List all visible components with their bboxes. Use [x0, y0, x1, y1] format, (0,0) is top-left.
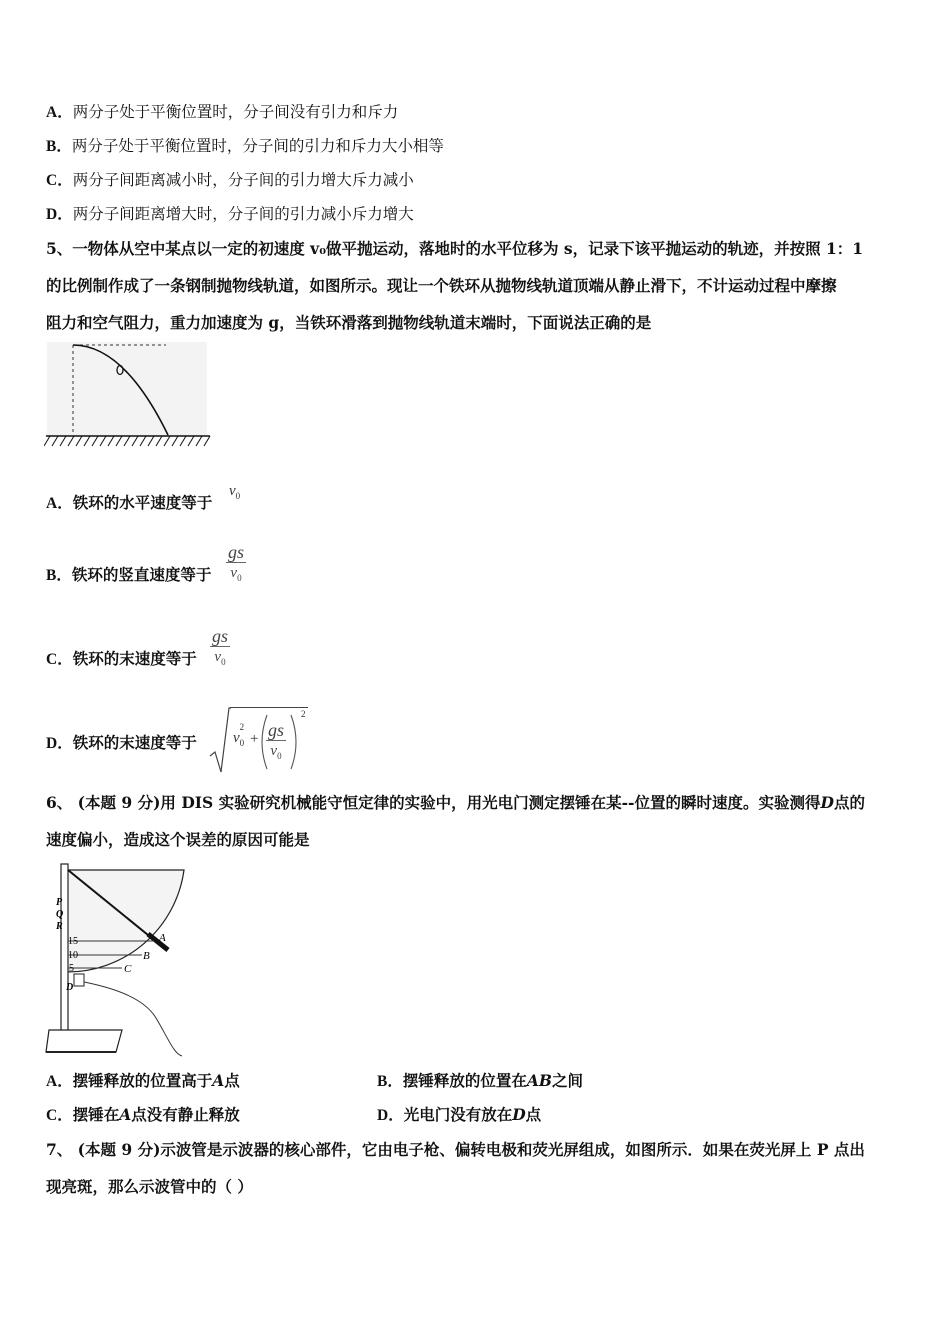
fraction-numerator: gs: [268, 720, 285, 740]
option-text: 摆锤释放的位置在: [402, 1071, 527, 1090]
q6-stem-line2: 速度偏小，造成这个误差的原因可能是: [46, 830, 310, 849]
math-subscript: 0: [277, 751, 282, 761]
stem-text: 6、 (本题 9 分)用 DIS 实验研究机械能守恒定律的实验中，用光电门测定摆锤在某--位置的瞬时速度。实验测得: [46, 793, 821, 812]
q5-stem-line1: 5、一物体从空中某点以一定的初速度 v₀做平抛运动，落地时的水平位移为 s，记录下该平抛运动的轨迹，并按照 1：1: [46, 239, 864, 258]
option-label: B．: [46, 138, 72, 155]
pendulum-apparatus-figure: [44, 858, 194, 1062]
option-label: D．: [46, 735, 73, 752]
q5-option-c: [46, 648, 197, 671]
math-exponent: 2: [301, 709, 306, 719]
q6-option-a: [46, 1070, 240, 1093]
option-label: C．: [46, 1107, 73, 1124]
tick-10: 10: [68, 950, 78, 961]
label-c: C: [124, 963, 132, 975]
q4-option-c: [46, 169, 414, 192]
base-plate: [46, 1030, 122, 1052]
option-label: A．: [46, 104, 73, 121]
option-label: C．: [46, 651, 73, 668]
option-point: AB: [526, 1071, 552, 1090]
fraction-numerator: gs: [212, 626, 229, 646]
stem-tail: 点的: [833, 793, 865, 812]
quarter-disk-plate: [66, 870, 184, 972]
label-r: R: [56, 921, 63, 932]
label-b: B: [143, 950, 150, 962]
option-label: B．: [46, 567, 72, 584]
q4-option-b: [46, 135, 444, 158]
q7-stem-line1: 7、 (本题 9 分)示波管是示波器的核心部件，它由电子枪、偏转电极和荧光屏组成，如图所示．如果在荧光屏上 P 点出: [46, 1140, 865, 1159]
math-subscript: 0: [237, 573, 242, 583]
fraction-denominator: [226, 563, 246, 588]
option-label: B．: [377, 1073, 403, 1090]
math-subscript: 0: [235, 491, 241, 501]
q5-option-d: [46, 732, 197, 755]
option-text: 两分子处于平衡位置时，分子间的引力和斥力大小相等: [71, 137, 444, 155]
option-label: C．: [46, 172, 73, 189]
math-plus: +: [250, 731, 259, 747]
radical-overline: [230, 707, 308, 708]
q4-option-a: [46, 101, 398, 124]
option-text: 两分子处于平衡位置时，分子间没有引力和斥力: [72, 103, 399, 121]
fraction-numerator: gs: [228, 542, 245, 562]
option-text-tail: 点: [525, 1105, 542, 1124]
option-label: D．: [46, 206, 73, 223]
fraction-gs-over-v0: [210, 626, 230, 672]
option-text: 铁环的水平速度等于: [72, 493, 213, 512]
math-symbol: v: [230, 565, 238, 581]
label-q: Q: [56, 909, 64, 920]
tick-5: 5: [69, 963, 74, 974]
math-v0-squared: [233, 722, 245, 748]
q4-option-d: [46, 203, 414, 226]
option-text-tail: 点: [224, 1071, 240, 1090]
right-paren: [291, 715, 296, 769]
fraction-denominator: [210, 647, 230, 672]
math-symbol: v: [233, 730, 240, 746]
option-text: 铁环的竖直速度等于: [71, 565, 212, 584]
option-label: D．: [377, 1107, 404, 1124]
sqrt-radical: [209, 706, 231, 774]
q5-stem-line2: 的比例制作成了一条钢制抛物线轨道，如图所示。现让一个铁环从抛物线轨道顶端从静止滑下，不计运动过程中摩擦: [46, 276, 837, 295]
parabola-track-figure: [44, 340, 216, 452]
fraction-gs-over-v0: [266, 720, 286, 766]
option-label: A．: [46, 1073, 73, 1090]
option-point: A: [119, 1105, 132, 1124]
radical-sign: [210, 708, 231, 772]
label-p: P: [56, 897, 63, 908]
ground-hatching: [44, 436, 210, 446]
fraction-gs-over-v0: [226, 542, 246, 588]
point-d: D: [820, 793, 834, 812]
option-point: D: [512, 1105, 526, 1124]
q6-stem-line1: [46, 792, 865, 814]
q7-stem-line2: 现亮斑，那么示波管中的（ ）: [46, 1177, 253, 1196]
option-text-tail: 点没有静止释放: [131, 1105, 240, 1124]
math-subscript: 0: [239, 738, 245, 748]
q6-option-c: [46, 1104, 240, 1127]
label-a: A: [159, 932, 166, 944]
q5-option-b: [46, 564, 211, 587]
option-label: A．: [46, 495, 73, 512]
option-text: 两分子间距离增大时，分子间的引力减小斥力增大: [72, 205, 414, 223]
math-v0: [229, 483, 240, 501]
fraction-denominator: [266, 741, 286, 766]
math-symbol: v: [229, 483, 236, 499]
q6-option-d: [377, 1104, 541, 1127]
math-subscript: 0: [221, 657, 226, 667]
math-symbol: v: [214, 649, 222, 665]
label-d: D: [66, 982, 74, 993]
option-text: 铁环的末速度等于: [72, 733, 197, 752]
option-text: 两分子间距离减小时，分子间的引力增大斥力减小: [72, 171, 414, 189]
math-superscript: 2: [239, 722, 245, 732]
option-text: 摆锤释放的位置高于: [72, 1071, 213, 1090]
math-symbol: v: [270, 743, 278, 759]
figure-background: [47, 342, 207, 437]
option-text: 铁环的末速度等于: [72, 649, 197, 668]
option-text-tail: 之间: [552, 1071, 584, 1090]
q5-option-a: [46, 492, 212, 515]
tick-15: 15: [68, 936, 78, 947]
photogate: [74, 974, 84, 986]
option-text: 摆锤在: [72, 1105, 120, 1124]
q6-option-b: [377, 1070, 583, 1093]
option-text: 光电门没有放在: [403, 1105, 513, 1124]
support-rod: [61, 864, 68, 1050]
q5-stem-line3: 阻力和空气阻力，重力加速度为 g，当铁环滑落到抛物线轨道末端时，下面说法正确的是: [46, 313, 652, 332]
option-point: A: [212, 1071, 225, 1090]
